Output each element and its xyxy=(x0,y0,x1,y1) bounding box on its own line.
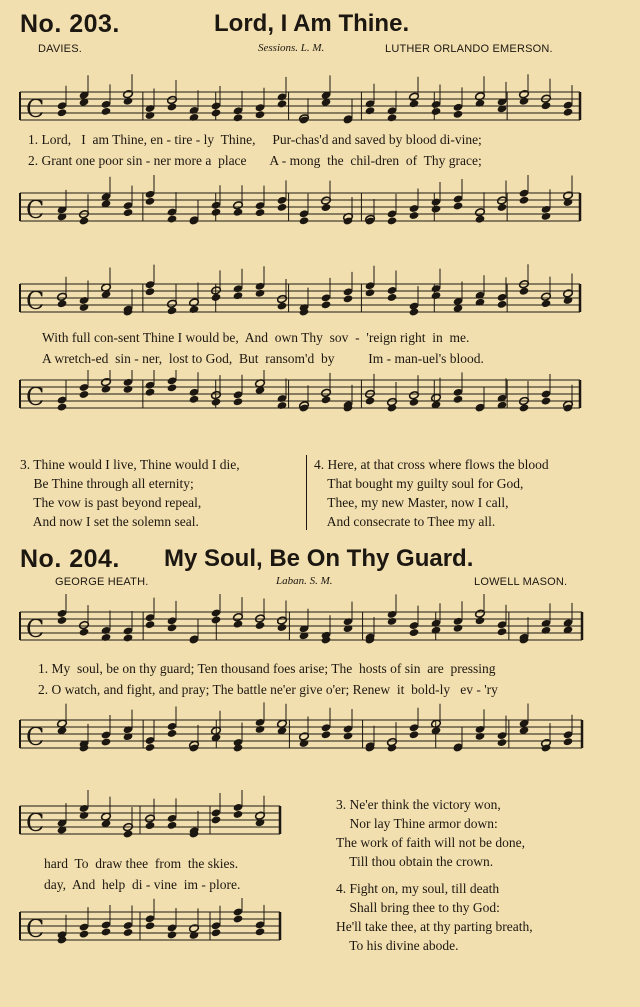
hymn-204-number: No. 204. xyxy=(20,545,120,573)
hymn-204-system-2-treble-staff xyxy=(0,790,640,855)
hymn-204-system-2-bass-staff xyxy=(0,898,640,963)
hymn-203-stanza-4: 4. Here, at that cross where flows the blood That bought my guilty soul for God, Thee, my new Master, now I call, And consecrate to Thee my all. xyxy=(314,457,549,529)
svg-text:C: C xyxy=(26,615,45,643)
svg-text:C: C xyxy=(26,95,45,123)
hymn-204-system-1-bass-staff xyxy=(0,702,640,767)
stanza-divider xyxy=(306,455,307,530)
svg-text:C: C xyxy=(26,383,45,411)
svg-text:C: C xyxy=(26,287,45,315)
hymn-204-title: My Soul, Be On Thy Guard. xyxy=(164,545,474,572)
hymn-203-verse-2-line-a: 2. Grant one poor sin - ner more a place A - mong the chil-dren of Thy grace; xyxy=(28,153,482,168)
hymn-203-system-2-treble-staff xyxy=(0,262,640,332)
hymn-203-system-2-bass-staff xyxy=(0,370,640,435)
svg-text:C: C xyxy=(26,723,45,751)
hymn-203-system-1-bass-staff xyxy=(0,175,640,245)
hymn-204-verse-1-line-a: 1. My soul, be on thy guard; Ten thousand foes arise; The hosts of sin are pressing xyxy=(38,661,496,676)
hymn-204-verse-2-line-b: day, And help di - vine im - plore. xyxy=(44,877,241,892)
hymn-204-author: GEORGE HEATH. xyxy=(55,576,149,588)
hymn-203-stanza-3: 3. Thine would I live, Thine would I die, Be Thine through all eternity; The vow is past beyond repeal, And now I set the solemn seal. xyxy=(20,457,240,529)
hymn-203-title: Lord, I Am Thine. xyxy=(214,10,410,37)
hymn-203-composer: DAVIES. xyxy=(38,43,82,55)
hymn-203-verse-2-line-b: A wretch-ed sin - ner, lost to God, But ransom'd by Im - man-uel's blood. xyxy=(42,351,484,366)
hymn-203-number: No. 203. xyxy=(20,10,120,38)
hymn-204-tune: Laban. S. M. xyxy=(276,575,333,587)
hymn-204-verse-1-line-b: hard To draw thee from the skies. xyxy=(44,856,239,871)
svg-text:C: C xyxy=(26,809,45,837)
hymn-204-stanza-3: 3. Ne'er think the victory won, Nor lay Thine armor down: The work of faith will not be done, Till thou obtain the crown. xyxy=(336,797,525,869)
hymn-204-verse-2-line-a: 2. O watch, and fight, and pray; The battle ne'er give o'er; Renew it bold-ly ev - 'ry xyxy=(38,682,498,697)
hymn-204-composer: LOWELL MASON. xyxy=(474,576,568,588)
hymn-204-stanza-4: 4. Fight on, my soul, till death Shall bring thee to thy God: He'll take thee, at thy parting breath, To his divine abode. xyxy=(336,881,533,953)
hymn-204-system-1-treble-staff xyxy=(0,594,640,659)
hymn-203-system-1-treble-staff xyxy=(0,60,640,130)
svg-text:C: C xyxy=(26,915,45,943)
hymn-203-author: LUTHER ORLANDO EMERSON. xyxy=(385,43,553,55)
hymn-203-tune: Sessions. L. M. xyxy=(258,42,325,54)
hymn-203-verse-1-line-a: 1. Lord, I am Thine, en - tire - ly Thine, Pur-chas'd and saved by blood di-vine; xyxy=(28,132,482,147)
hymn-203-verse-1-line-b: With full con-sent Thine I would be, And own Thy sov - 'reign right in me. xyxy=(42,330,470,345)
svg-text:C: C xyxy=(26,196,45,224)
